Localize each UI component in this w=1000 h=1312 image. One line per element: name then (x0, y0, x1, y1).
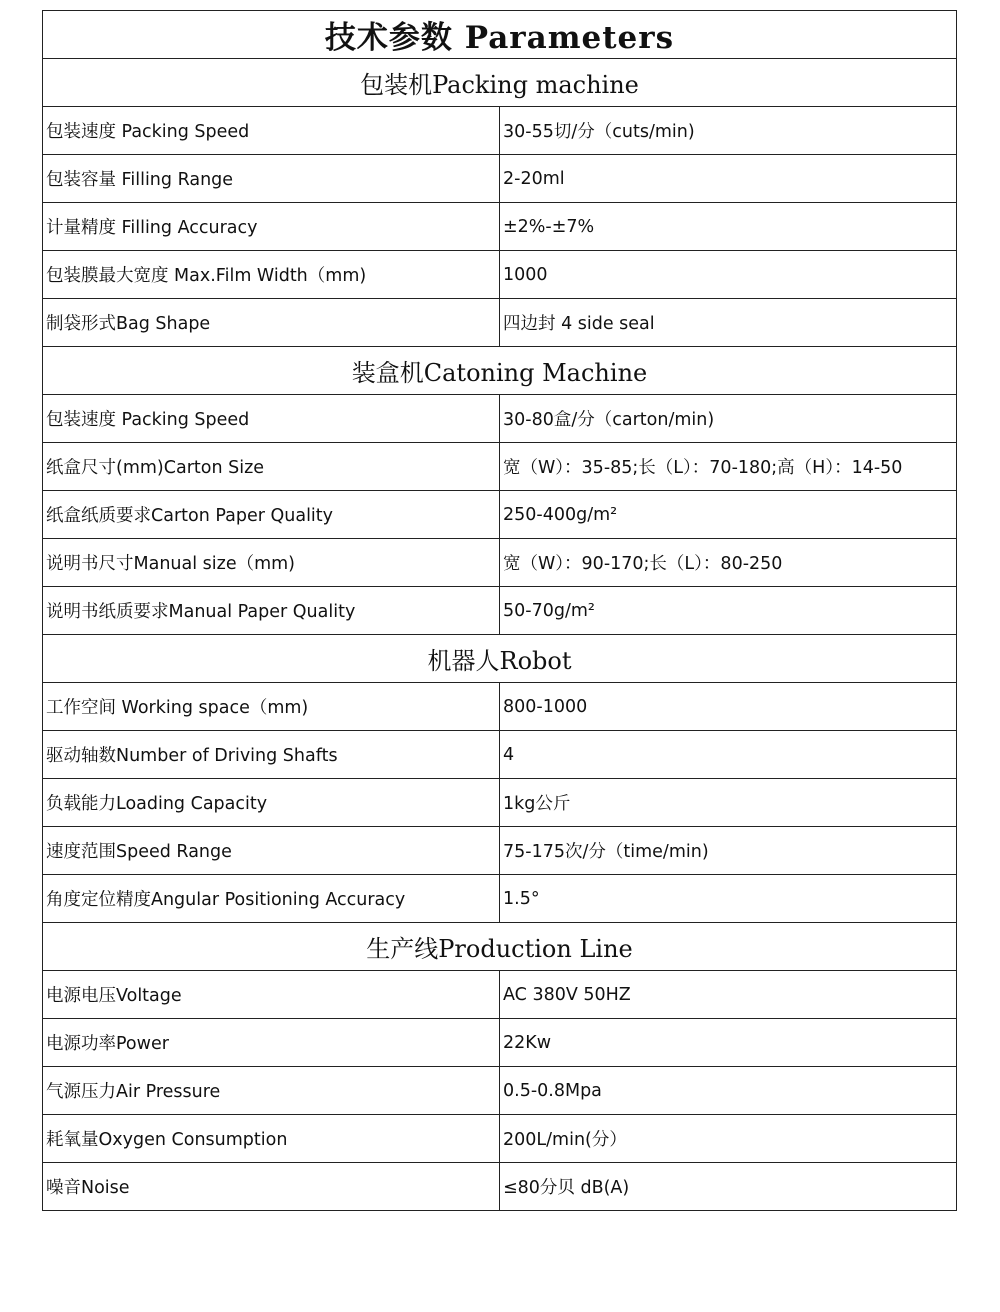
table-row (43, 683, 957, 731)
table-row (43, 1115, 957, 1163)
table-row (43, 1067, 957, 1115)
parameter-label: 电源电压Voltage (43, 971, 500, 1019)
parameter-label: 包装速度 Packing Speed (43, 107, 500, 155)
table-row (43, 395, 957, 443)
parameter-label: 驱动轴数Number of Driving Shafts (43, 731, 500, 779)
parameter-value: 0.5-0.8Mpa (500, 1067, 957, 1115)
parameter-label: 说明书纸质要求Manual Paper Quality (43, 587, 500, 635)
table-row (43, 539, 957, 587)
parameters-table-body (43, 11, 957, 1211)
parameter-label: 气源压力Air Pressure (43, 1067, 500, 1115)
parameter-value: 800-1000 (500, 683, 957, 731)
parameter-label: 纸盒尺寸(mm)Carton Size (43, 443, 500, 491)
parameter-label: 工作空间 Working space（mm) (43, 683, 500, 731)
parameter-value: ≤80分贝 dB(A) (500, 1163, 957, 1211)
parameter-label: 说明书尺寸Manual size（mm) (43, 539, 500, 587)
title-row (43, 11, 957, 59)
parameter-value: 30-80盒/分（carton/min) (500, 395, 957, 443)
parameter-label: 包装速度 Packing Speed (43, 395, 500, 443)
parameter-value: 1000 (500, 251, 957, 299)
parameter-value: 2-20ml (500, 155, 957, 203)
section-header-row (43, 59, 957, 107)
parameter-value: 宽（W）：90-170;长（L）：80-250 (500, 539, 957, 587)
table-row (43, 107, 957, 155)
table-row (43, 731, 957, 779)
page-title: 技术参数 Parameters (43, 11, 957, 59)
parameter-label: 负载能力Loading Capacity (43, 779, 500, 827)
parameters-table (42, 10, 957, 1211)
parameter-label: 角度定位精度Angular Positioning Accuracy (43, 875, 500, 923)
parameter-value: 宽（W）：35-85;长（L）：70-180;高（H）：14-50 (500, 443, 957, 491)
section-heading: 装盒机Catoning Machine (43, 347, 957, 395)
table-row (43, 443, 957, 491)
parameter-label: 制袋形式Bag Shape (43, 299, 500, 347)
table-row (43, 587, 957, 635)
section-heading: 包装机Packing machine (43, 59, 957, 107)
parameter-label: 耗氧量Oxygen Consumption (43, 1115, 500, 1163)
parameter-label: 计量精度 Filling Accuracy (43, 203, 500, 251)
parameter-value: 50-70g/m² (500, 587, 957, 635)
parameter-value: 250-400g/m² (500, 491, 957, 539)
table-row (43, 251, 957, 299)
parameter-label: 速度范围Speed Range (43, 827, 500, 875)
parameter-value: 30-55切/分（cuts/min) (500, 107, 957, 155)
section-heading: 机器人Robot (43, 635, 957, 683)
parameter-value: AC 380V 50HZ (500, 971, 957, 1019)
table-row (43, 491, 957, 539)
parameter-value: 200L/min(分） (500, 1115, 957, 1163)
parameter-value: 22Kw (500, 1019, 957, 1067)
table-row (43, 299, 957, 347)
parameter-value: 4 (500, 731, 957, 779)
table-row (43, 1019, 957, 1067)
section-header-row (43, 347, 957, 395)
section-header-row (43, 923, 957, 971)
parameter-value: 四边封 4 side seal (500, 299, 957, 347)
parameter-label: 包装膜最大宽度 Max.Film Width（mm) (43, 251, 500, 299)
table-row (43, 875, 957, 923)
parameter-value: 1.5° (500, 875, 957, 923)
table-row (43, 779, 957, 827)
section-header-row (43, 635, 957, 683)
table-row (43, 827, 957, 875)
parameter-value: ±2%-±7% (500, 203, 957, 251)
parameter-value: 1kg公斤 (500, 779, 957, 827)
section-heading: 生产线Production Line (43, 923, 957, 971)
parameter-label: 纸盒纸质要求Carton Paper Quality (43, 491, 500, 539)
parameter-label: 包装容量 Filling Range (43, 155, 500, 203)
table-row (43, 971, 957, 1019)
parameter-value: 75-175次/分（time/min) (500, 827, 957, 875)
parameter-label: 噪音Noise (43, 1163, 500, 1211)
table-row (43, 155, 957, 203)
parameter-label: 电源功率Power (43, 1019, 500, 1067)
table-row (43, 203, 957, 251)
table-row (43, 1163, 957, 1211)
